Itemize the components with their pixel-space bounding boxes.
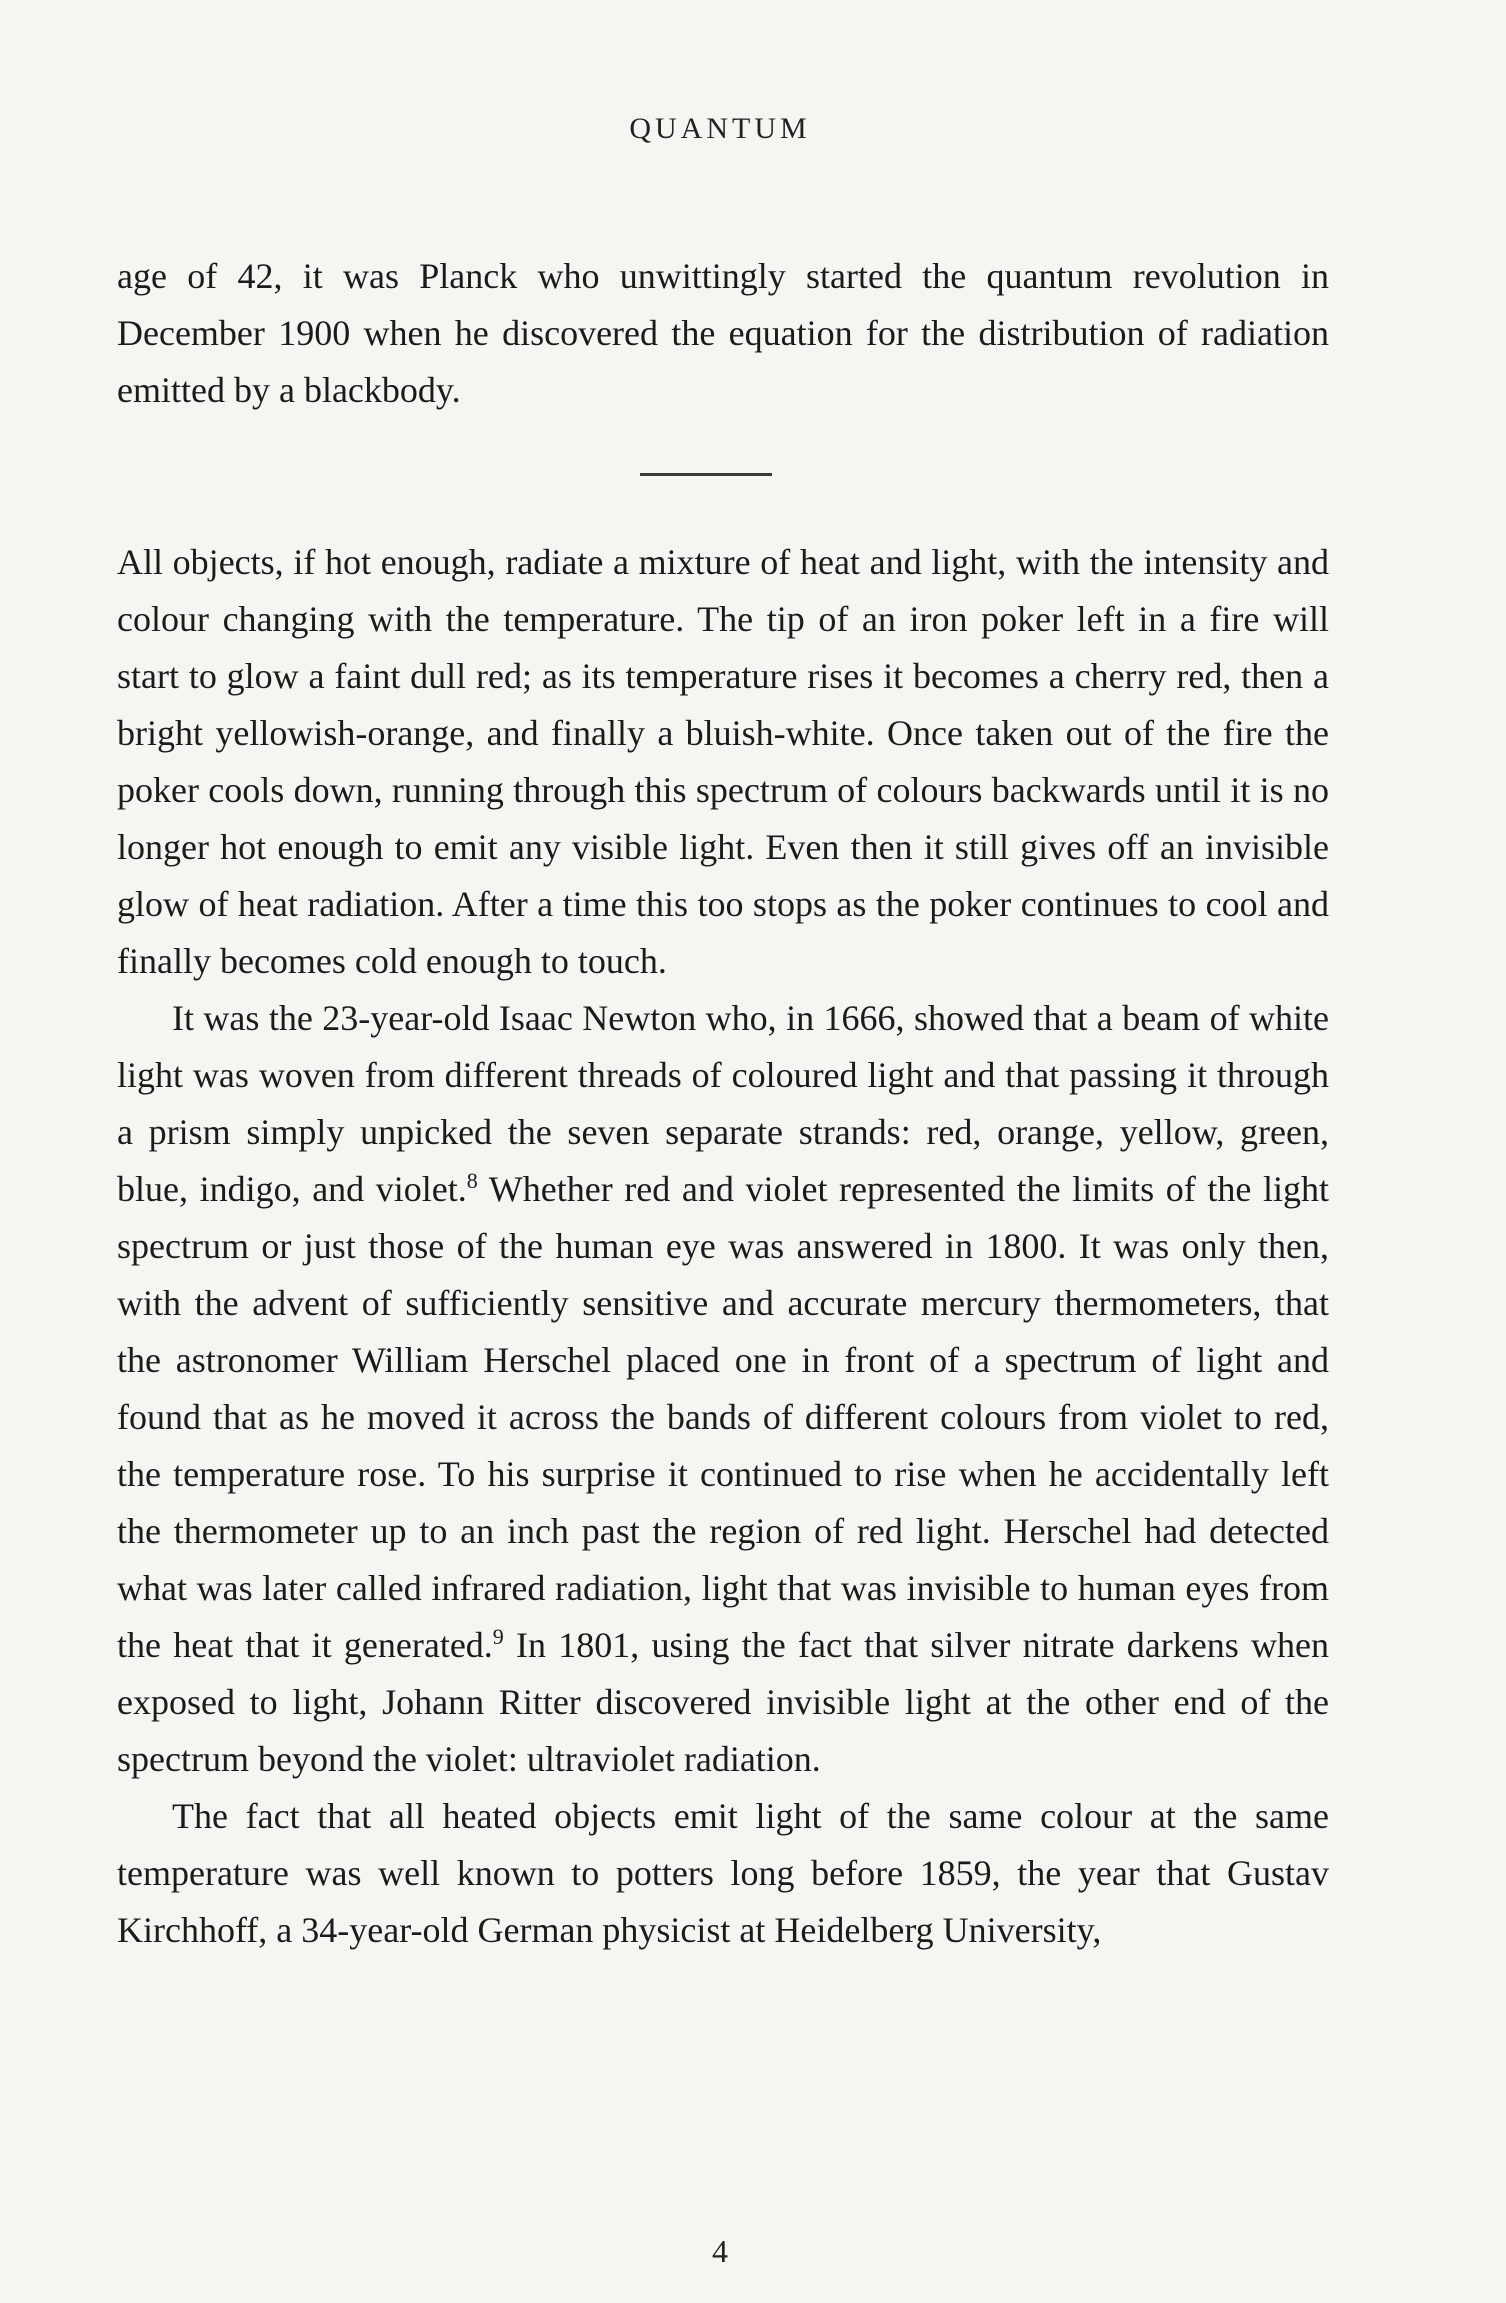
page-number: 4	[712, 2233, 728, 2269]
section-break-rule	[640, 473, 772, 476]
paragraph-text: Whether red and violet represented the limits of the light spectrum or just those of the human eye was answered in 1800. It was only then, with the advent of sufficiently sensitive and accurate mercury thermometers, that the astronomer William Herschel placed one in front of a spectrum of light and found that as he moved it across the bands of different colours from violet to red, the temperature rose. To his surprise it continued to rise when he accidentally left the thermometer up to an inch past the region of red light. Herschel had detected what was later called infrared radiation, light that was invisible to human eyes from the heat that it generated.	[117, 1169, 1329, 1665]
paragraph-text: In 1801, using the fact that silver nitrate darkens when exposed to light, Johann Ritter discovered invisible light at the other end of the spectrum beyond the violet: ultraviolet radiation.	[117, 1625, 1329, 1779]
footnote-marker[interactable]: 8	[466, 1168, 478, 1193]
running-head: QUANTUM	[629, 112, 811, 145]
paragraph-newton-herschel	[117, 990, 1329, 1788]
text-block-main	[117, 534, 1329, 1959]
footnote-marker[interactable]: 9	[492, 1624, 504, 1649]
paragraph-text: It was the 23-year-old Isaac Newton who, in 1666, showed that a beam of white light was woven from different threads of coloured light and that passing it through a prism simply unpicked the seven separate strands: red, orange, yellow, green, blue, indigo, and violet.	[117, 998, 1329, 1209]
paragraph-kirchhoff: The fact that all heated objects emit light of the same colour at the same temperature was well known to potters long before 1859, the year that Gustav Kirchhoff, a 34-year-old German physicist at Heidelberg University,	[117, 1796, 1329, 1950]
paragraph-blackbody-heat: All objects, if hot enough, radiate a mixture of heat and light, with the intensity and colour changing with the temperature. The tip of an iron poker left in a fire will start to glow a faint dull red; as its temperature rises it becomes a cherry red, then a bright yellowish-orange, and finally a bluish-white. Once taken out of the fire the poker cools down, running through this spectrum of colours backwards until it is no longer hot enough to emit any visible light. Even then it still gives off an invisible glow of heat radiation. After a time this too stops as the poker continues to cool and finally becomes cold enough to touch.	[117, 542, 1329, 981]
paragraph-continued: age of 42, it was Planck who unwittingly started the quantum revolution in December 1900 when he discovered the equation for the distribution of radiation emitted by a blackbody.	[117, 256, 1329, 410]
text-block-top	[117, 248, 1329, 419]
